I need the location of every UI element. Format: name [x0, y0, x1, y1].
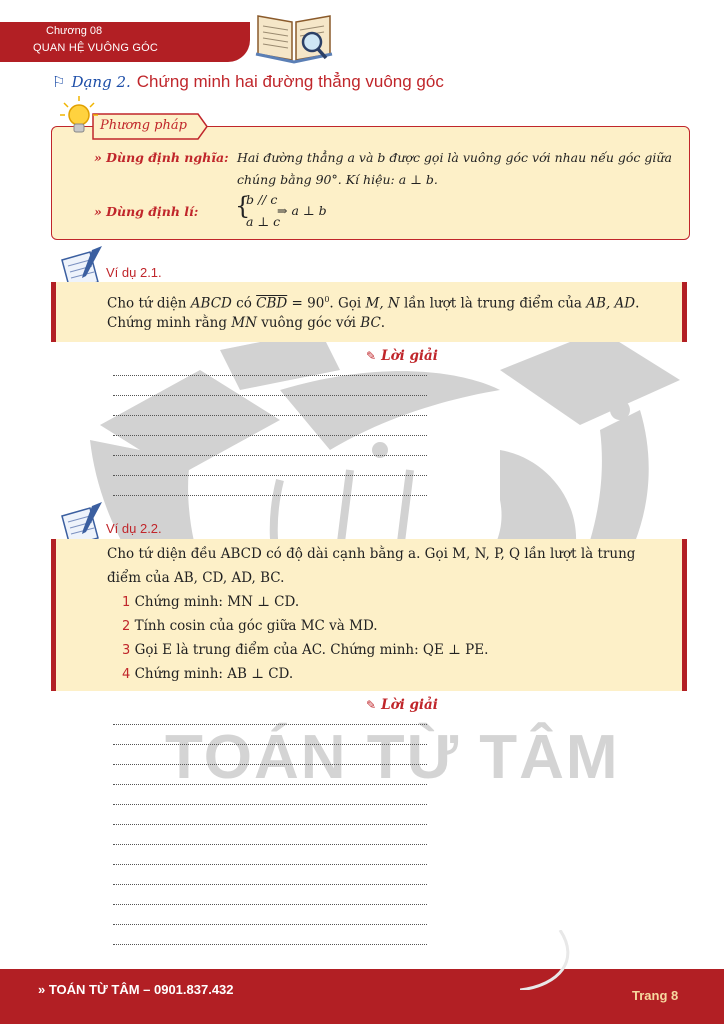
part-number: 3: [122, 643, 131, 658]
theorem-line-2: a ⊥ c: [246, 214, 281, 229]
answer-line: [113, 473, 427, 476]
answer-line: [113, 862, 427, 865]
part-number: 4: [122, 667, 131, 682]
part-text: Tính cosin của góc giữa MC và MD.: [134, 618, 378, 634]
text-segment: có: [231, 295, 257, 312]
math-degree: 0: [324, 295, 330, 304]
text-segment: vuông góc với: [256, 315, 361, 331]
text-segment: . Gọi: [329, 295, 366, 312]
text-segment: lần lượt là trung điểm của: [399, 295, 587, 312]
solution-label: Lời giải: [381, 697, 438, 713]
math-angle-cbd: $\overline{CBD}$: [256, 295, 288, 312]
answer-line: [113, 413, 427, 416]
answer-line: [113, 842, 427, 845]
theorem-result: ⇒ a ⊥ b: [277, 203, 327, 218]
chapter-title: QUAN HỆ VUÔNG GÓC: [33, 42, 159, 54]
example-2-solution: [366, 694, 438, 713]
method-definition-text-2: chúng bằng 90°. Kí hiệu: a ⊥ b.: [237, 172, 438, 187]
example-2-intro-1: Cho tứ diện đều ABCD có độ dài cạnh bằng a. Gọi M, N, P, Q lần lượt là trung: [107, 546, 636, 562]
math-abcd: ABCD: [190, 295, 232, 312]
text-segment: Cho tứ diện: [107, 295, 191, 312]
part-number: 1: [122, 595, 131, 610]
answer-line: [113, 393, 427, 396]
answer-line: [113, 722, 427, 725]
example-1-title: Ví dụ 2.1.: [106, 265, 162, 280]
answer-line: [113, 802, 427, 805]
example-2-part-1: [122, 590, 299, 615]
method-tab-label: Phương pháp: [100, 118, 187, 133]
example-1-line-2: [107, 311, 385, 335]
method-definition-label: » Dùng định nghĩa:: [94, 150, 229, 165]
part-text: Chứng minh: MN ⊥ CD.: [134, 594, 300, 610]
pencil-icon: ✎: [366, 349, 377, 363]
section-heading: [52, 72, 444, 96]
text-segment: .: [635, 295, 640, 312]
answer-line: [113, 942, 427, 945]
math-mn: MN: [231, 315, 257, 331]
answer-line: [113, 742, 427, 745]
footer-curve: [520, 930, 580, 990]
example-2-part-2: [122, 614, 378, 639]
answer-line: [113, 762, 427, 765]
example-1-solution: [366, 345, 438, 364]
lightbulb-icon: [60, 95, 98, 137]
book-search-icon: [252, 4, 336, 64]
math-ab-ad: AB, AD: [586, 295, 636, 312]
pencil-icon: ✎: [366, 698, 377, 712]
page-number: Trang 8: [632, 988, 679, 1003]
part-text: Gọi E là trung điểm của AC. Chứng minh: QE ⊥ PE.: [134, 642, 489, 658]
section-label: Dạng 2.: [71, 73, 131, 91]
answer-line: [113, 822, 427, 825]
answer-line: [113, 922, 427, 925]
example-2-part-3: [122, 638, 488, 663]
example-2-part-4: [122, 662, 293, 687]
example-2-title: Ví dụ 2.2.: [106, 521, 162, 536]
math-bc: BC: [360, 315, 381, 331]
part-number: 2: [122, 619, 131, 634]
theorem-line-1: b // c: [246, 192, 278, 207]
example-2-intro-2: điểm của AB, CD, AD, BC.: [107, 570, 285, 586]
footer-contact: » TOÁN TỪ TÂM – 0901.837.432: [38, 982, 234, 997]
system-brace: {: [235, 192, 251, 220]
answer-line: [113, 453, 427, 456]
text-segment: .: [380, 315, 386, 331]
math-mn: M, N: [365, 295, 400, 312]
text-segment: Chứng minh rằng: [107, 315, 232, 331]
section-title: Chứng minh hai đường thẳng vuông góc: [136, 72, 444, 91]
answer-line: [113, 433, 427, 436]
answer-line: [113, 882, 427, 885]
watermark-text: TOÁN TỪ TÂM: [165, 723, 620, 792]
answer-line: [113, 782, 427, 785]
chapter-number: Chương 08: [46, 25, 103, 37]
part-text: Chứng minh: AB ⊥ CD.: [134, 666, 294, 682]
flag-icon: ⚐: [52, 73, 66, 91]
answer-line: [113, 373, 427, 376]
answer-line: [113, 902, 427, 905]
math-equals-90: = 90: [287, 295, 325, 312]
answer-line: [113, 493, 427, 496]
method-theorem-label: » Dùng định lí:: [94, 204, 199, 219]
method-definition-text-1: Hai đường thẳng a và b được gọi là vuông góc với nhau nếu góc giữa: [237, 150, 672, 165]
solution-label: Lời giải: [381, 348, 438, 364]
